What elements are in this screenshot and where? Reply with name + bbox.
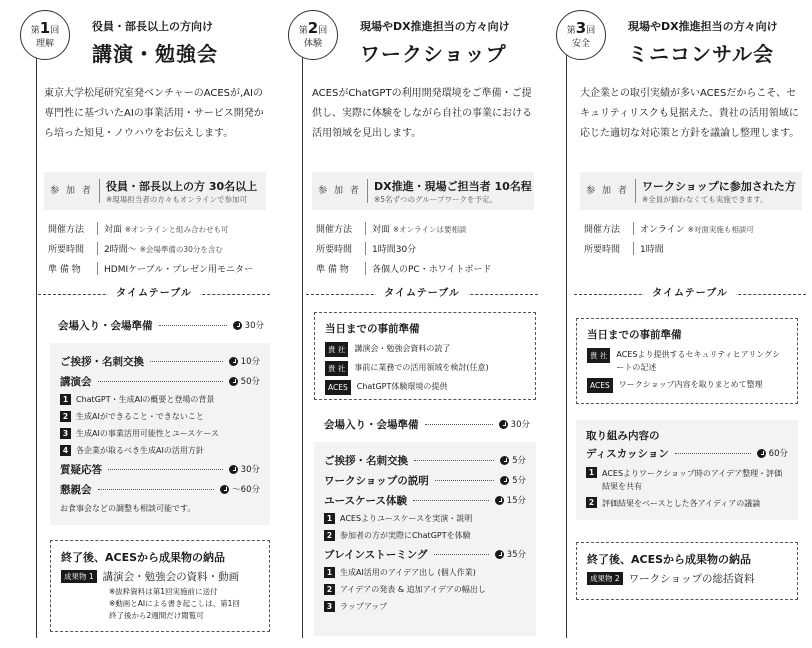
list-item: 1 ACESよりワークショップ時のアイデア整理・評価結果を共有 [586,467,788,493]
list-item: 3 ラップアップ [324,598,526,615]
list-item: 2 参加者の方が実際にChatGPTを体験 [324,527,526,544]
clock-icon [220,485,229,494]
timetable-item: ワークショップの説明 5分 [324,474,526,487]
clock-icon [499,420,508,429]
session-info: 開催方法 対面 ※オンラインは要相談 所要時間 1時間30分 準 備 物 各個人のPC・ホワイトボード [316,218,538,278]
participants-box: 参 加 者 ワークショップに参加された方 ※全員が揃わなくても実施できます。 [580,172,802,210]
participants-box: 参 加 者 役員・部長以上の方 30名以上 ※現場担当者の方々もオンラインで参加可 [44,172,266,210]
session-title: ワークショップ [360,42,507,66]
timetable-header: タイムテーブル [38,286,270,302]
clock-icon [229,357,238,366]
list-item: 2 アイデアの発表 & 追加アイデアの幅出し [324,581,526,598]
participants-box: 参 加 者 DX推進・現場ご担当者 10名程 ※5名ずつのグループワークを予定。 [312,172,534,210]
agenda-box [50,343,270,525]
session-info: 開催方法 対面 ※オンラインと組み合わせも可 所要時間 2時間〜 ※会場準備の30分を含む 準 備 物 HDMIケーブル・プレゼン用モニター [48,218,270,278]
clock-icon [495,550,504,559]
session-3-column [540,0,806,648]
timetable-item: 質疑応答 30分 [60,463,260,476]
session-badge: 第2回 体験 [288,10,338,60]
session-2-column [272,0,538,648]
timetable-item: ご挨拶・名刺交換 10分 [60,355,260,368]
timetable-item: ブレインストーミング 35分 [324,548,526,561]
clock-icon [500,456,509,465]
list-item: 貴 社 ACESより提供するセキュリティヒアリングシートの記述 [587,348,787,374]
session-intro: ACESがChatGPTの利用開発環境をご準備・ご提供し、実際に体験をしながら自社の事業における活用領域を見出します。 [312,88,532,139]
clock-icon [229,465,238,474]
list-item: 4 各企業が取るべき生成AIの活用方針 [60,442,260,459]
timetable-item: 会場入り・会場準備 30分 [58,319,264,332]
session-target: 現場やDX推進担当の方々向け [628,20,778,33]
session-title: 講演・勉強会 [92,42,218,66]
clock-icon [500,476,509,485]
timetable-item: 懇親会 〜60分 [60,483,260,496]
clock-icon [233,321,242,330]
timetable-item: ご挨拶・名刺交換 5分 [324,454,526,467]
discussion-box: 取り組み内容の ディスカッション 60分 1 ACESよりワークショップ時のアイデア整理・評価結果を共有 2 評価結果をベースとした各アイディアの議論 [576,420,798,520]
session-intro: 大企業との取引実績が多いACESだからこそ、セキュリティリスクも見据えた、貴社の活用領域に応じた適切な対応策と方針を議論し整理します。 [580,88,800,139]
column-timeline-line [36,54,37,638]
timetable-item: ユースケース体験 15分 [324,494,526,507]
deliverable-box: 終了後、ACESから成果物の納品 成果物 1 講演会・勉強会の資料・動画 ※抜粋資料は第1回実施前に送付 ※動画とAIによる書き起こしは、第1回 終了後から2週間だけ閲覧可 [50,540,270,632]
timetable-header: タイムテーブル [306,286,538,302]
list-item: ACES ワークショップ内容を取りまとめて整理 [587,378,787,393]
list-item: 1 ACESよりユースケースを実演・説明 [324,510,526,527]
session-badge: 第1回 理解 [20,10,70,60]
timetable-item: 会場入り・会場準備 30分 [324,418,530,431]
deliverable-tag: 成果物 1 [61,570,97,583]
list-item: 2 生成AIができること・できないこと [60,408,260,425]
list-item: 1 生成AI活用のアイデア出し (個人作業) [324,564,526,581]
timetable-header: タイムテーブル [574,286,806,302]
agenda-box [314,442,536,636]
list-item: 貴 社 事前に業務での活用領域を検討(任意) [325,361,525,376]
list-item: 3 生成AIの事業活用可能性とユースケース [60,425,260,442]
clock-icon [495,496,504,505]
session-title: ミニコンサル会 [628,42,774,66]
timetable-item: 講演会 50分 [60,375,260,388]
clock-icon [229,377,238,386]
session-badge: 第3回 安全 [556,10,606,60]
prep-box: 当日までの事前準備 貴 社 講演会・勉強会資料の読了 貴 社 事前に業務での活用領域を検討(任意) ACES ChatGPT体験環境の提供 [314,312,536,400]
session-target: 役員・部長以上の方向け [92,20,213,33]
timetable-item: ディスカッション 60分 [586,447,788,460]
session-intro: 東京大学松尾研究室発ベンチャーのACESが,AIの専門性に基づいたAIの事業活用・サービス開発から培った知見・ノウハウをお伝えします。 [44,88,264,139]
session-info: 開催方法 オンライン ※対面実施も相談可 所要時間 1時間 [584,218,806,258]
deliverable-box: 終了後、ACESから成果物の納品 成果物 2 ワークショップの総括資料 [576,542,798,600]
clock-icon [757,449,766,458]
prep-box: 当日までの事前準備 貴 社 ACESより提供するセキュリティヒアリングシートの記述 ACES ワークショップ内容を取りまとめて整理 [576,318,798,404]
list-item: 貴 社 講演会・勉強会資料の読了 [325,342,525,357]
session-1-column [4,0,270,648]
list-item: 2 評価結果をベースとした各アイディアの議論 [586,497,788,510]
deliverable-tag: 成果物 2 [587,572,623,585]
list-item: ACES ChatGPT体験環境の提供 [325,380,525,395]
list-item: 1 ChatGPT・生成AIの概要と登場の背景 [60,391,260,408]
party-note: お食事会などの調整も相談可能です。 [60,504,196,513]
session-target: 現場やDX推進担当の方々向け [360,20,510,33]
